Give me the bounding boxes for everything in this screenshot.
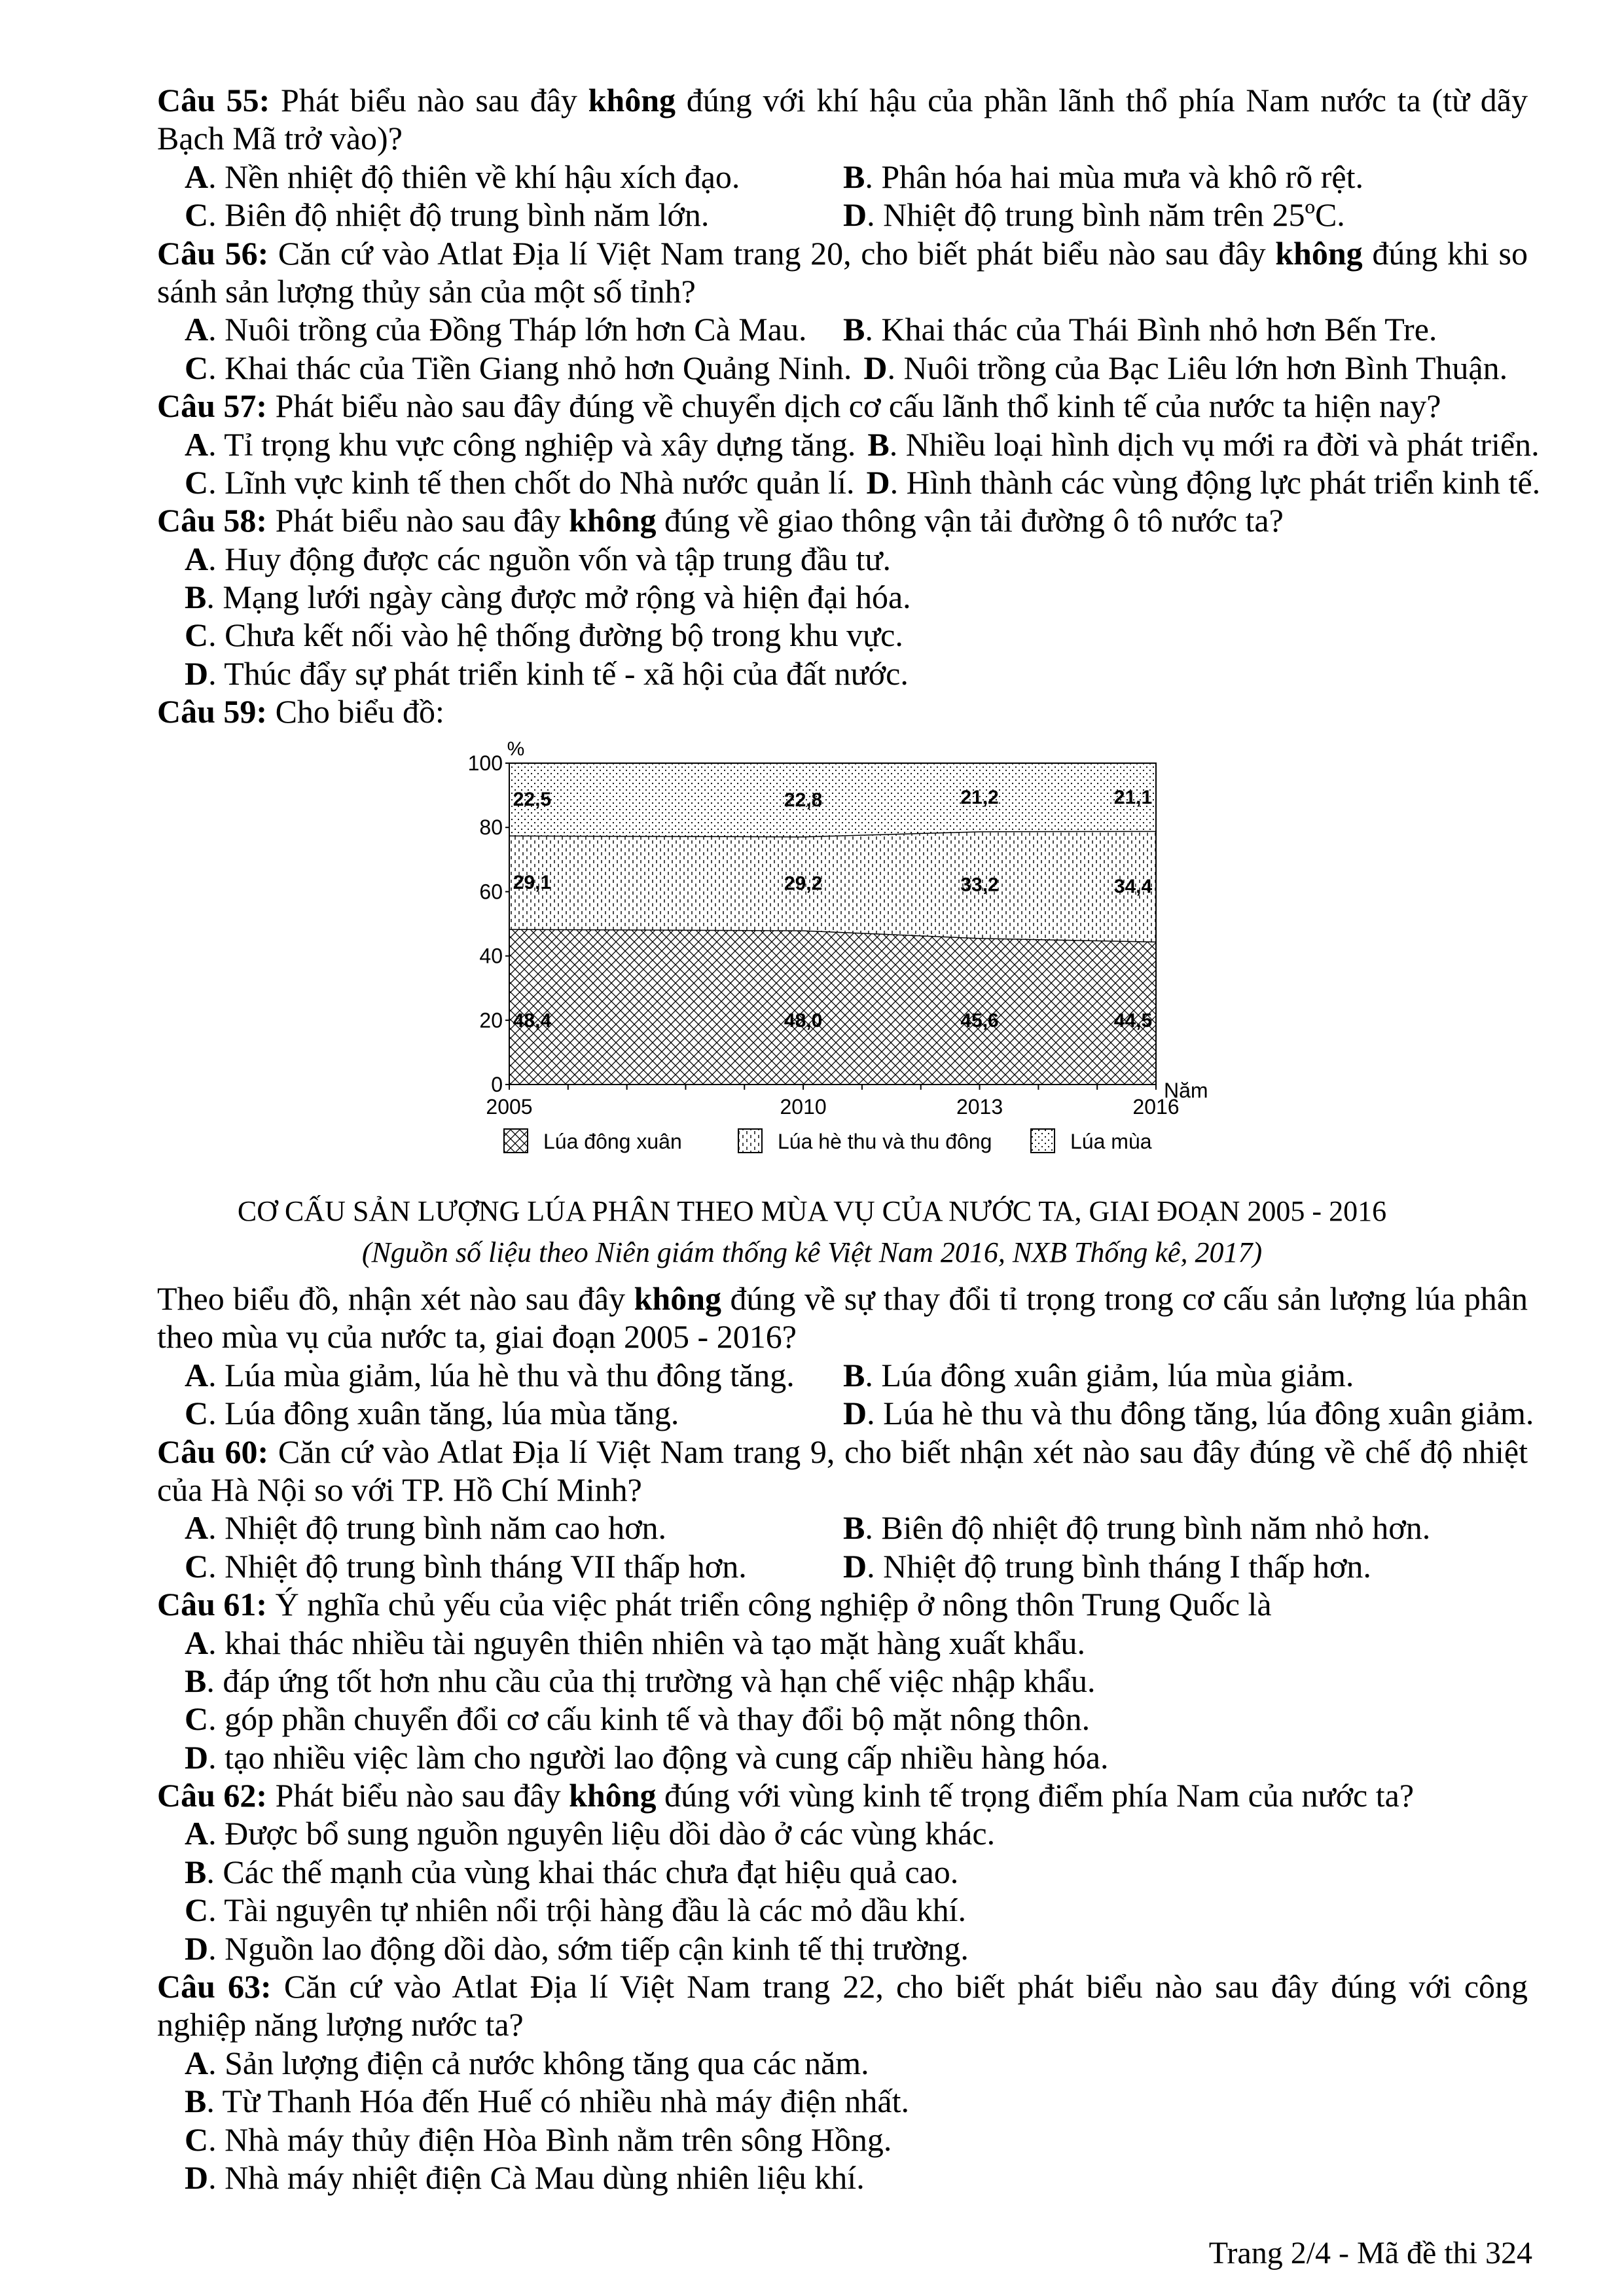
stem-text: Phát biểu nào sau đây đúng về chuyển dịch cơ cấu lãnh thổ kinh tế của nước ta hiện nay? [275, 387, 1441, 425]
option-text: khai thác nhiều tài nguyên thiên nhiên và tạo mặt hàng xuất khẩu. [225, 1624, 1086, 1661]
questions-59-63 [157, 1280, 1534, 2197]
question-number: Câu 61: [157, 1586, 268, 1623]
question-stem [157, 1280, 1528, 1318]
answer-option: D. Nhà máy nhiệt điện Cà Mau dùng nhiên liệu khí. [185, 2159, 865, 2196]
data-label: 21,1 [1113, 786, 1153, 808]
option-text: Nhà máy thủy điện Hòa Bình nằm trên sông Hồng. [225, 2121, 892, 2158]
option-letter: A [185, 311, 209, 348]
answer-row [157, 1509, 1528, 1547]
option-text: Mạng lưới ngày càng được mở rộng và hiện đại hóa. [223, 579, 911, 616]
answer-option: A. Được bổ sung nguồn nguyên liệu dồi dào ở các vùng khác. [185, 1815, 996, 1852]
option-letter: D [843, 1547, 867, 1585]
option-letter: C [185, 2121, 209, 2158]
option-text: Chưa kết nối vào hệ thống đường bộ trong khu vực. [225, 617, 903, 654]
option-text: Tỉ trọng khu vực công nghiệp và xây dựng tăng. [224, 425, 856, 463]
answer-option: A. khai thác nhiều tài nguyên thiên nhiên và tạo mặt hàng xuất khẩu. [185, 1624, 1086, 1661]
answer-option: A. Huy động được các nguồn vốn và tập trung đầu tư. [185, 540, 892, 577]
option-letter: B [185, 1662, 207, 1699]
emphasis-word: không [569, 1777, 657, 1814]
emphasis-word: không [588, 82, 676, 118]
stem-text: đúng về sự thay đổi tỉ trọng trong cơ cấu sản lượng lúa phân [721, 1280, 1528, 1317]
question-number: Câu 55: [157, 82, 270, 118]
answer-option: B. Các thế mạnh của vùng khai thác chưa đạt hiệu quả cao. [185, 1853, 959, 1890]
answer-option: C. Tài nguyên tự nhiên nổi trội hàng đầu là các mỏ dầu khí. [185, 1892, 966, 1929]
data-label: 22,8 [784, 789, 823, 811]
option-text: Lúa đông xuân giảm, lúa mùa giảm. [881, 1356, 1354, 1393]
y-tick-label: 0 [491, 1073, 503, 1096]
option-text: Sản lượng điện cả nước không tăng qua các năm. [225, 2044, 869, 2081]
option-text: Khai thác của Thái Bình nhỏ hơn Bến Tre. [881, 311, 1437, 348]
option-letter: B [843, 1509, 865, 1547]
option-letter: B [843, 158, 865, 195]
answer-option: C. Lĩnh vực kinh tế then chốt do Nhà nước quản lí. [185, 463, 855, 501]
option-text: Hình thành các vùng động lực phát triển kinh tế. [906, 463, 1541, 501]
answer-option: A. Nhiệt độ trung bình năm cao hơn. [185, 1509, 667, 1547]
option-text: Nhà máy nhiệt điện Cà Mau dùng nhiên liệu khí. [225, 2159, 865, 2196]
option-text: Phân hóa hai mùa mưa và khô rõ rệt. [881, 158, 1363, 195]
question-number: Câu 62: [157, 1777, 268, 1814]
answer-row [157, 1547, 1528, 1585]
answer-option: C. Lúa đông xuân tăng, lúa mùa tăng. [185, 1395, 679, 1432]
question-stem [157, 692, 1528, 730]
answer-option: B. Nhiều loại hình dịch vụ mới ra đời và phát triển. [867, 425, 1540, 463]
option-text: Biên độ nhiệt độ trung bình năm lớn. [225, 196, 710, 234]
y-tick-label: 80 [479, 816, 503, 840]
question-number: Câu 59: [157, 693, 268, 730]
answer-option: C. Biên độ nhiệt độ trung bình năm lớn. [185, 196, 710, 234]
x-tick-label: 2005 [486, 1095, 533, 1119]
answer-option: B. Lúa đông xuân giảm, lúa mùa giảm. [843, 1356, 1354, 1393]
y-tick-label: 60 [479, 880, 503, 904]
data-label: 48,0 [784, 1009, 823, 1031]
stem-text: đúng về giao thông vận tải đường ô tô nước ta? [656, 502, 1284, 539]
option-text: Được bổ sung nguồn nguyên liệu dồi dào ở các vùng khác. [225, 1815, 996, 1852]
stem-text: Căn cứ vào Atlat Địa lí Việt Nam trang 9, cho biết nhận xét nào sau đây đúng về chế độ nhiệt [278, 1433, 1528, 1470]
option-text: Huy động được các nguồn vốn và tập trung đầu tư. [225, 540, 892, 577]
page-footer: Trang 2/4 - Mã đề thi 324 [1208, 2236, 1532, 2270]
data-label: 44,5 [1113, 1009, 1153, 1031]
answer-option: A. Tỉ trọng khu vực công nghiệp và xây dựng tăng. [185, 425, 856, 463]
y-tick-label: 40 [479, 944, 503, 968]
answer-option: D. tạo nhiều việc làm cho người lao động và cung cấp nhiều hàng hóa. [185, 1738, 1109, 1776]
answer-option: A. Nền nhiệt độ thiên về khí hậu xích đạo. [185, 158, 740, 195]
answer-option: C. Nhiệt độ trung bình tháng VII thấp hơn. [185, 1547, 747, 1585]
data-label: 33,2 [960, 874, 999, 896]
emphasis-word: không [1275, 234, 1363, 272]
question-stem [157, 1967, 1528, 2005]
question-number: Câu 60: [157, 1433, 269, 1470]
option-letter: B [185, 2083, 207, 2120]
data-label: 48,4 [513, 1009, 552, 1031]
option-letter: A [185, 1624, 209, 1661]
data-label: 22,5 [513, 789, 552, 811]
data-label: 29,2 [784, 872, 823, 895]
option-text: Nhiệt độ trung bình tháng VII thấp hơn. [225, 1547, 747, 1585]
chart-title: CƠ CẤU SẢN LƯỢNG LÚA PHÂN THEO MÙA VỤ CỦA NƯỚC TA, GIAI ĐOẠN 2005 - 2016 [237, 1195, 1387, 1227]
answer-row [157, 425, 1540, 463]
option-letter: D [185, 1929, 209, 1967]
question-stem [157, 234, 1528, 272]
x-tick-label: 2013 [956, 1095, 1003, 1119]
option-text: Nền nhiệt độ thiên về khí hậu xích đạo. [225, 158, 740, 195]
x-tick-label: 2010 [780, 1095, 827, 1119]
option-letter: D [185, 2159, 209, 2196]
answer-option: A. Sản lượng điện cả nước không tăng qua các năm. [185, 2044, 869, 2081]
option-letter: B [185, 1853, 207, 1890]
question-stem [157, 1585, 1528, 1623]
option-text: Lĩnh vực kinh tế then chốt do Nhà nước quản lí. [225, 463, 855, 501]
question-stem [157, 81, 1528, 119]
option-letter: D [843, 1395, 867, 1432]
x-tick-label: 2016 [1132, 1095, 1180, 1119]
questions-55-59 [157, 81, 1541, 731]
answer-option: B. Khai thác của Thái Bình nhỏ hơn Bến Tre. [843, 311, 1437, 348]
y-axis-label: % [507, 738, 525, 760]
answer-option: A. Lúa mùa giảm, lúa hè thu và thu đông tăng. [185, 1356, 795, 1393]
answer-option: B. đáp ứng tốt hơn nhu cầu của thị trường và hạn chế việc nhập khẩu. [185, 1662, 1096, 1699]
answer-row [157, 310, 1528, 348]
option-text: Các thế mạnh của vùng khai thác chưa đạt hiệu quả cao. [223, 1853, 959, 1890]
option-letter: B [867, 425, 890, 463]
answer-option: B. Mạng lưới ngày càng được mở rộng và hiện đại hóa. [185, 579, 911, 616]
question-stem-continued: Bạch Mã trở vào)? [157, 120, 403, 157]
option-letter: A [185, 425, 209, 463]
option-text: Nuôi trồng của Bạc Liêu lớn hơn Bình Thuận. [903, 349, 1508, 386]
option-letter: A [185, 1815, 209, 1852]
option-letter: C [185, 1547, 209, 1585]
option-letter: D [863, 349, 888, 386]
option-text: Nhiệt độ trung bình tháng I thấp hơn. [883, 1547, 1371, 1585]
stem-text: đúng với vùng kinh tế trọng điểm phía Nam của nước ta? [656, 1777, 1415, 1814]
legend-swatch [738, 1129, 762, 1153]
area-lúa-hè-thu-và-thu-đông [509, 831, 1156, 942]
question-number: Câu 63: [157, 1968, 272, 2005]
answer-option: B. Phân hóa hai mùa mưa và khô rõ rệt. [843, 158, 1363, 195]
answer-row [157, 196, 1528, 234]
option-letter: C [185, 617, 209, 654]
y-tick-label: 100 [467, 751, 503, 775]
answer-option: D. Thúc đẩy sự phát triển kinh tế - xã hội của đất nước. [185, 655, 909, 692]
question-number: Câu 58: [157, 502, 268, 539]
chart-source: (Nguồn số liệu theo Niên giám thống kê Việt Nam 2016, NXB Thống kê, 2017) [361, 1236, 1263, 1268]
y-tick-label: 20 [479, 1008, 503, 1032]
answer-option: D. Hình thành các vùng động lực phát triển kinh tế. [866, 463, 1541, 501]
stem-text: Theo biểu đồ, nhận xét nào sau đây [157, 1280, 634, 1317]
option-text: Lúa hè thu và thu đông tăng, lúa đông xuân giảm. [883, 1395, 1534, 1432]
answer-option: C. Chưa kết nối vào hệ thống đường bộ trong khu vực. [185, 617, 903, 654]
option-text: đáp ứng tốt hơn nhu cầu của thị trường và hạn chế việc nhập khẩu. [223, 1662, 1096, 1699]
rice-structure-chart [419, 726, 1270, 1198]
option-text: Lúa mùa giảm, lúa hè thu và thu đông tăng. [225, 1356, 795, 1393]
option-text: Khai thác của Tiền Giang nhỏ hơn Quảng Ninh. [225, 349, 852, 386]
option-text: Thúc đẩy sự phát triển kinh tế - xã hội của đất nước. [224, 655, 909, 692]
question-stem [157, 387, 1528, 425]
x-axis-label: Năm [1164, 1079, 1208, 1102]
option-letter: C [185, 349, 209, 386]
stem-text: Phát biểu nào sau đây [275, 502, 569, 539]
answer-option: D. Nhiệt độ trung bình tháng I thấp hơn. [843, 1547, 1371, 1585]
answer-row [157, 1356, 1528, 1394]
data-label: 29,1 [513, 871, 552, 893]
legend-label: Lúa hè thu và thu đông [778, 1130, 992, 1153]
option-text: Nhiệt độ trung bình năm cao hơn. [225, 1509, 667, 1547]
stem-text: Cho biểu đồ: [275, 693, 444, 730]
option-letter: C [185, 463, 209, 501]
question-number: Câu 57: [157, 387, 268, 425]
answer-row [157, 1394, 1534, 1432]
stem-text: Ý nghĩa chủ yếu của việc phát triển công nghiệp ở nông thôn Trung Quốc là [275, 1586, 1272, 1623]
stem-text: Phát biểu nào sau đây [275, 1777, 569, 1814]
option-text: Từ Thanh Hóa đến Huế có nhiều nhà máy điện nhất. [222, 2083, 909, 2120]
question-stem-continued: nghiệp năng lượng nước ta? [157, 2006, 524, 2043]
option-text: Nuôi trồng của Đồng Tháp lớn hơn Cà Mau. [225, 311, 807, 348]
answer-option: B. Biên độ nhiệt độ trung bình năm nhỏ hơn. [843, 1509, 1431, 1547]
option-text: Tài nguyên tự nhiên nổi trội hàng đầu là các mỏ dầu khí. [224, 1892, 966, 1929]
option-letter: A [185, 540, 209, 577]
option-letter: B [843, 311, 865, 348]
option-text: Nhiệt độ trung bình năm trên 25ºC. [883, 196, 1345, 234]
question-stem [157, 1776, 1528, 1814]
legend-label: Lúa mùa [1070, 1130, 1152, 1153]
stem-text: Căn cứ vào Atlat Địa lí Việt Nam trang 22, cho biết phát biểu nào sau đây đúng với công [283, 1968, 1528, 2005]
question-stem-continued: theo mùa vụ của nước ta, giai đoạn 2005 - 2016? [157, 1318, 797, 1355]
answer-option: D. Nguồn lao động dồi dào, sớm tiếp cận kinh tế thị trường. [185, 1929, 969, 1967]
option-letter: D [185, 1738, 209, 1776]
legend-swatch [1031, 1129, 1055, 1153]
option-letter: C [185, 1700, 209, 1738]
option-text: Nguồn lao động dồi dào, sớm tiếp cận kinh tế thị trường. [225, 1929, 969, 1967]
area-lúa-mùa [509, 763, 1156, 836]
answer-option: D. Nuôi trồng của Bạc Liêu lớn hơn Bình Thuận. [863, 349, 1508, 386]
emphasis-word: không [569, 502, 657, 539]
answer-option: A. Nuôi trồng của Đồng Tháp lớn hơn Cà Mau. [185, 311, 807, 348]
question-stem [157, 1433, 1528, 1471]
question-stem [157, 501, 1528, 539]
stem-text: Căn cứ vào Atlat Địa lí Việt Nam trang 20, cho biết phát biểu nào sau đây [278, 234, 1276, 272]
area-lúa-đông-xuân [509, 929, 1156, 1085]
option-text: góp phần chuyển đổi cơ cấu kinh tế và thay đổi bộ mặt nông thôn. [225, 1700, 1091, 1738]
answer-row [157, 158, 1528, 196]
stem-text: Phát biểu nào sau đây [281, 82, 588, 118]
legend-label: Lúa đông xuân [543, 1130, 682, 1153]
option-letter: B [185, 579, 207, 616]
data-label: 45,6 [960, 1009, 999, 1031]
option-letter: C [185, 196, 209, 234]
answer-row [157, 349, 1528, 387]
answer-option: B. Từ Thanh Hóa đến Huế có nhiều nhà máy điện nhất. [185, 2083, 909, 2120]
option-letter: A [185, 2044, 209, 2081]
question-stem-continued: của Hà Nội so với TP. Hồ Chí Minh? [157, 1471, 642, 1508]
option-letter: C [185, 1395, 209, 1432]
data-label: 34,4 [1113, 876, 1153, 898]
option-letter: C [185, 1892, 209, 1929]
answer-option: D. Lúa hè thu và thu đông tăng, lúa đông xuân giảm. [843, 1395, 1534, 1432]
stem-text: đúng khi so [1362, 234, 1528, 272]
option-letter: B [843, 1356, 865, 1393]
answer-option: D. Nhiệt độ trung bình năm trên 25ºC. [843, 196, 1345, 234]
question-stem-continued: sánh sản lượng thủy sản của một số tỉnh? [157, 272, 696, 310]
emphasis-word: không [634, 1280, 722, 1317]
stem-text: đúng với khí hậu của phần lãnh thổ phía Nam nước ta (từ dãy [676, 82, 1528, 118]
data-label: 21,2 [960, 787, 999, 809]
option-letter: D [843, 196, 867, 234]
option-letter: A [185, 1356, 209, 1393]
legend-swatch [504, 1129, 528, 1153]
answer-option: C. góp phần chuyển đổi cơ cấu kinh tế và thay đổi bộ mặt nông thôn. [185, 1700, 1091, 1738]
answer-option: C. Khai thác của Tiền Giang nhỏ hơn Quảng Ninh. [185, 349, 852, 386]
option-text: tạo nhiều việc làm cho người lao động và cung cấp nhiều hàng hóa. [225, 1738, 1109, 1776]
option-text: Biên độ nhiệt độ trung bình năm nhỏ hơn. [881, 1509, 1431, 1547]
option-letter: A [185, 158, 209, 195]
option-text: Lúa đông xuân tăng, lúa mùa tăng. [225, 1395, 679, 1432]
answer-row [157, 463, 1541, 501]
option-letter: A [185, 1509, 209, 1547]
option-letter: D [866, 463, 890, 501]
question-number: Câu 56: [157, 234, 269, 272]
option-text: Nhiều loại hình dịch vụ mới ra đời và phát triển. [905, 425, 1540, 463]
answer-option: C. Nhà máy thủy điện Hòa Bình nằm trên sông Hồng. [185, 2121, 892, 2158]
option-letter: D [185, 655, 209, 692]
